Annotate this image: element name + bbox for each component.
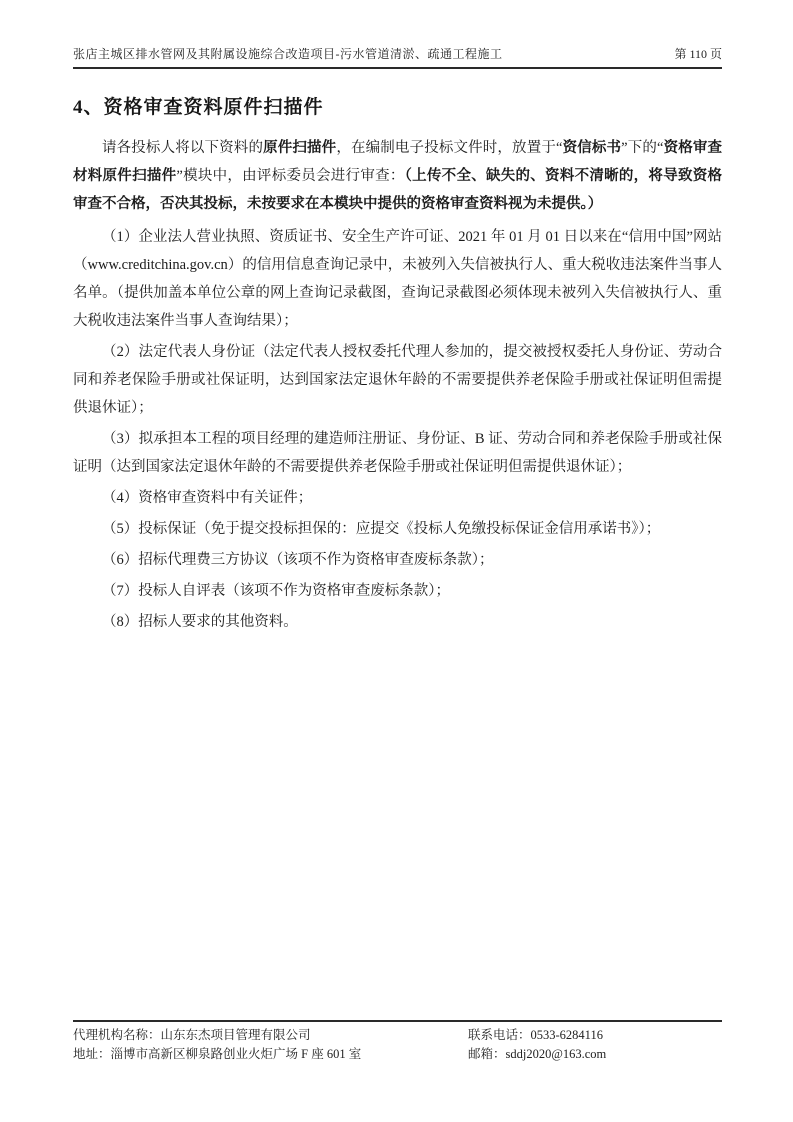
blank-area (73, 639, 722, 1020)
intro-seg-7: ”模块中，由评标委员会进行审查： (176, 168, 405, 184)
intro-paragraph (73, 134, 722, 218)
list-item-5: （5）投标保证（免于提交投标担保的：应提交《投标人免缴投标保证金信用承诺书》）； (102, 521, 661, 537)
page-footer (73, 1020, 722, 1064)
intro-seg-6: 资格审查材料原件扫描件 (73, 140, 723, 184)
list-item-8: （8）招标人要求的其他资料。 (102, 614, 298, 630)
list-item-2: （2）法定代表人身份证（法定代表人授权委托代理人参加的，提交被授权委托人身份证、劳动合同和养老保险手册或社保证明，达到国家法定退休年龄的不需要提供养老保险手册或社保证明但需提供退休证）； (73, 344, 722, 416)
header-page-number: 第 110 页 (674, 47, 722, 61)
document-body (73, 134, 722, 639)
section-title: 4、资格审查资料原件扫描件 (73, 97, 324, 118)
intro-seg-5: ”下的“ (621, 140, 664, 156)
list-item-4: （4）资格审查资料中有关证件； (102, 490, 313, 506)
intro-seg-4: 资信标书 (562, 140, 622, 156)
intro-seg-1: 请各投标人将以下资料的 (102, 140, 264, 156)
footer-agency: 代理机构名称：山东东杰项目管理有限公司 (73, 1028, 311, 1042)
list-item-7: （7）投标人自评表（该项不作为资格审查废标条款）； (102, 583, 450, 599)
intro-seg-2: 原件扫描件 (263, 140, 337, 156)
page-header (73, 0, 722, 69)
list-item-3: （3）拟承担本工程的项目经理的建造师注册证、身份证、B 证、劳动合同和养老保险手册或社保证明（达到国家法定退休年龄的不需要提供养老保险手册或社保证明但需提供退休证）； (73, 431, 722, 475)
footer-address: 地址：淄博市高新区柳泉路创业火炬广场 F 座 601 室 (73, 1047, 362, 1061)
footer-row-2 (73, 1045, 722, 1064)
footer-row-1 (73, 1026, 722, 1045)
list-item-1: （1）企业法人营业执照、资质证书、安全生产许可证、2021 年 01 月 01 日以来在“信用中国”网站（www.creditchina.gov.cn）的信用信息查询记录中，未被列入失信被执行人、重大税收违法案件当事人名单。（提供加盖本单位公章的网上查询记录截图，查询记录截图必须体现未被列入失信被执行人、重大税收违法案件当事人查询结果）； (73, 229, 722, 329)
intro-seg-8: （上传不全、缺失的、资料不清晰的，将导致资格审查不合格，否决其投标，未按要求在本模块中提供的资格审查资料视为未提供。） (73, 168, 723, 212)
footer-phone: 联系电话：0533-6284116 (468, 1028, 603, 1042)
intro-seg-3: ，在编制电子投标文件时，放置于“ (336, 140, 563, 156)
list-item-6: （6）招标代理费三方协议（该项不作为资格审查废标条款）； (102, 552, 494, 568)
footer-email: 邮箱：sddj2020@163.com (468, 1047, 607, 1061)
header-project-title: 张店主城区排水管网及其附属设施综合改造项目-污水管道清淤、疏通工程施工 (73, 47, 503, 61)
